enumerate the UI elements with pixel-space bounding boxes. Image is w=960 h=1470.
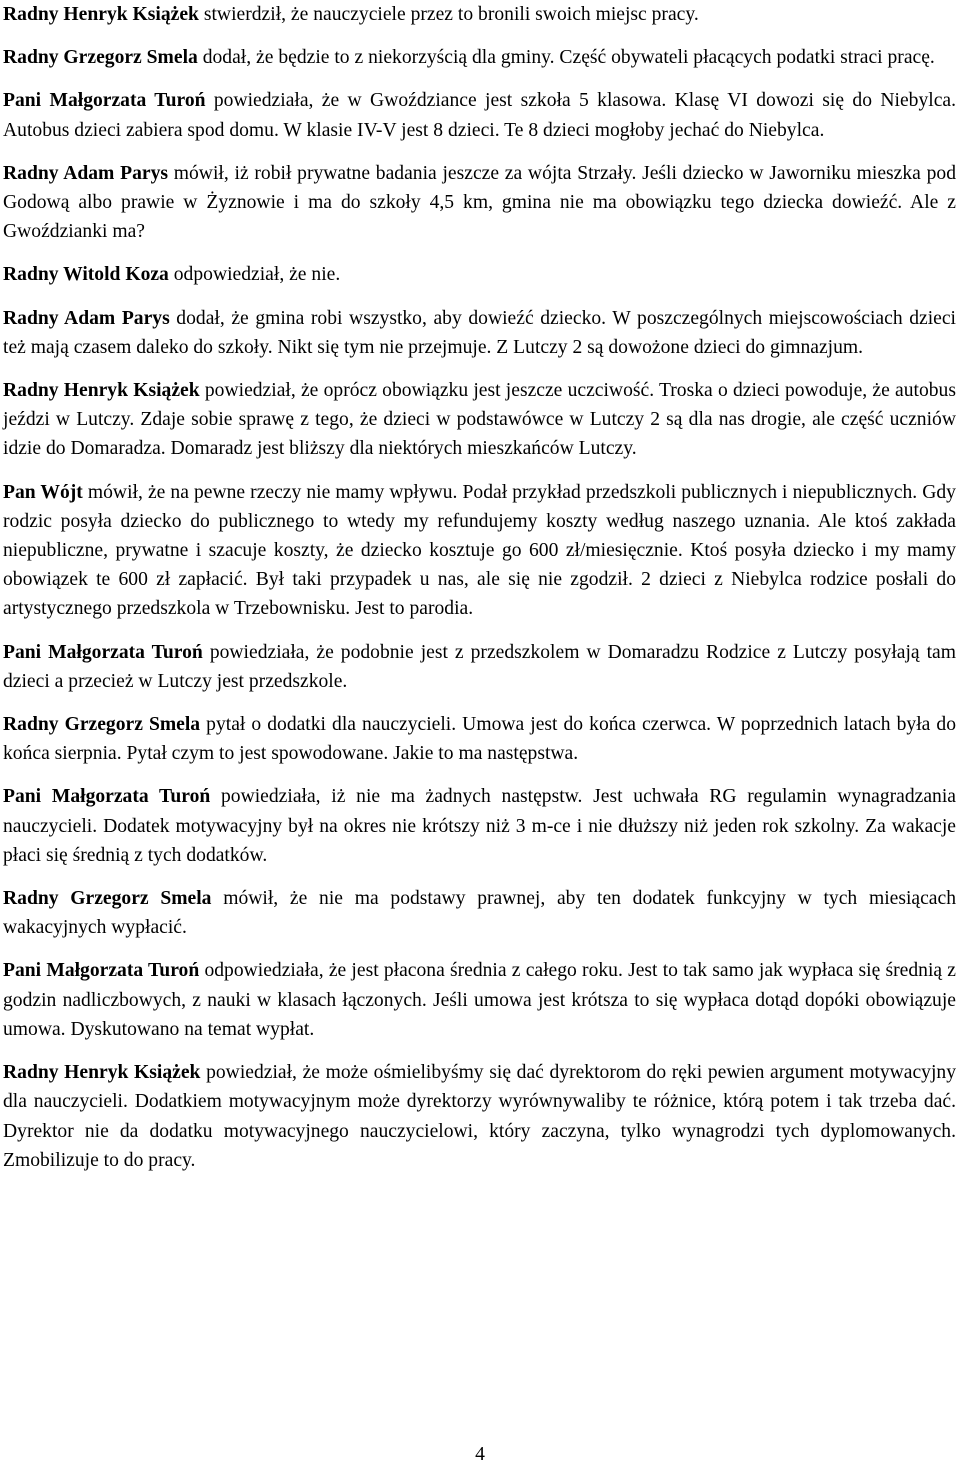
paragraph-text: mówił, iż robił prywatne badania jeszcze za wójta Strzały. Jeśli dziecko w Jaworniku mieszka pod Godową albo prawie w Żyznowie i ma do szkoły 4,5 km, gmina nie ma obowiązku tego dziecka dowieźć. Ale z Gwoździanki ma? [3,162,956,243]
speaker-name: Radny Grzegorz Smela [3,888,212,910]
speaker-name: Pani Małgorzata Turoń [3,960,200,982]
speaker-name: Pani Małgorzata Turoń [3,641,203,663]
paragraph [3,638,956,696]
paragraph-text: dodał, że gmina robi wszystko, aby dowieźć dziecko. W poszczególnych miejscowościach dzieci też mają czasem daleko do szkoły. Nikt się tym nie przejmuje. Z Lutczy 2 są dowożone dzieci do gimnazjum. [3,307,956,358]
paragraph-text: mówił, że nie ma podstawy prawnej, aby ten dodatek funkcyjny w tych miesiącach wakacyjnych wypłacić. [3,888,956,939]
paragraph [3,260,956,289]
paragraph [3,159,956,247]
paragraph [3,376,956,464]
speaker-name: Radny Adam Parys [3,307,170,329]
paragraph-text: pytał o dodatki dla nauczycieli. Umowa jest do końca czerwca. W poprzednich latach była do końca sierpnia. Pytał czym to jest spowodowane. Jakie to ma następstwa. [3,714,956,765]
paragraph-text: powiedział, że oprócz obowiązku jest jeszcze uczciwość. Troska o dzieci powoduje, że autobus jeździ w Lutczy. Zdaje sobie sprawę z tego, że dzieci w podstawówce w Lutczy 2 są dla nas drogie, ale część uczniów idzie do Domaradza. Domaradz jest bliższy dla niektórych mieszkańców Lutczy. [3,380,956,460]
paragraph-text: powiedziała, że w Gwoździance jest szkoła 5 klasowa. Klasę VI dowozi się do Niebylca. Autobus dzieci zabiera spod domu. W klasie IV-V jest 8 dzieci. Te 8 dzieci mogłoby jechać do Niebylca. [3,90,956,141]
speaker-name: Radny Henryk Książek [3,380,200,402]
paragraph-text: powiedział, że może ośmielibyśmy się dać dyrektorom do ręki pewien argument motywacyjny dla nauczycieli. Dodatkiem motywacyjnym może dyrektorzy wyrównywaliby te różnice, którą potem i tak trzeba dać. Dyrektor nie da dodatku motywacyjnego nauczycielowi, który zaczyna, tylko wynagrodzi tych dyplomowanych. Zmobilizuje to do pracy. [3,1062,956,1171]
speaker-name: Radny Witold Koza [3,264,169,286]
page-number: 4 [475,1444,485,1465]
paragraph [3,1058,956,1175]
paragraph [3,0,956,29]
paragraph-text: odpowiedział, że nie. [168,264,341,286]
paragraph-text: stwierdził, że nauczyciele przez to bronili swoich miejsc pracy. [198,4,699,25]
speaker-name: Pani Małgorzata Turoń [3,90,206,112]
paragraph [3,478,956,624]
paragraph-text: powiedziała, iż nie ma żadnych następstw. Jest uchwała RG regulamin wynagradzania nauczycieli. Dodatek motywacyjny był na okres nie krótszy niż 3 m-ce i nie dłuższy niż jeden rok szkolny. Za wakacje płaci się średnią z tych dodatków. [3,786,956,866]
paragraph [3,710,956,768]
speaker-name: Pan Wójt [3,481,83,503]
speaker-name: Radny Henryk Książek [3,4,199,25]
document-page [3,0,956,1470]
speaker-name: Radny Henryk Książek [3,1062,201,1084]
speaker-name: Radny Grzegorz Smela [3,47,198,69]
paragraph [3,86,956,144]
speaker-name: Radny Grzegorz Smela [3,714,201,736]
paragraph [3,304,956,362]
speaker-name: Radny Adam Parys [3,162,169,184]
paragraph [3,884,956,942]
paragraph [3,43,956,72]
speaker-name: Pani Małgorzata Turoń [3,786,211,808]
document-body [3,0,956,1175]
paragraph [3,782,956,870]
paragraph-text: mówił, że na pewne rzeczy nie mamy wpływu. Podał przykład przedszkoli publicznych i niepublicznych. Gdy rodzic posyła dziecko do publicznego to wtedy my refundujemy koszty według naszego uznania. Ale ktoś zakłada niepubliczne, prywatne i szacuje koszty, że dziecko kosztuje go 600 zł/miesięcznie. Ktoś posyła dziecko i my mamy obowiązek te 600 zł zapłacić. Był taki przypadek u nas, ale się nie zgodził. 2 dzieci z Niebylca rodzice posłali do artystycznego przedszkola w Trzebownisku. Jest to parodia. [3,481,956,620]
paragraph [3,956,956,1044]
paragraph-text: dodał, że będzie to z niekorzyścią dla gminy. Część obywateli płacących podatki straci pracę. [197,47,935,69]
paragraph-text: powiedziała, że podobnie jest z przedszkolem w Domaradzu Rodzice z Lutczy posyłają tam dzieci a przecież w Lutczy jest przedszkole. [3,641,956,692]
paragraph-text: odpowiedziała, że jest płacona średnia z całego roku. Jest to tak samo jak wypłaca się średnią z godzin nadliczbowych, z nauki w klasach łączonych. Jeśli umowa jest krótsza to się wypłaca dotąd dopóki obowiązuje umowa. Dyskutowano na temat wypłat. [3,960,956,1040]
